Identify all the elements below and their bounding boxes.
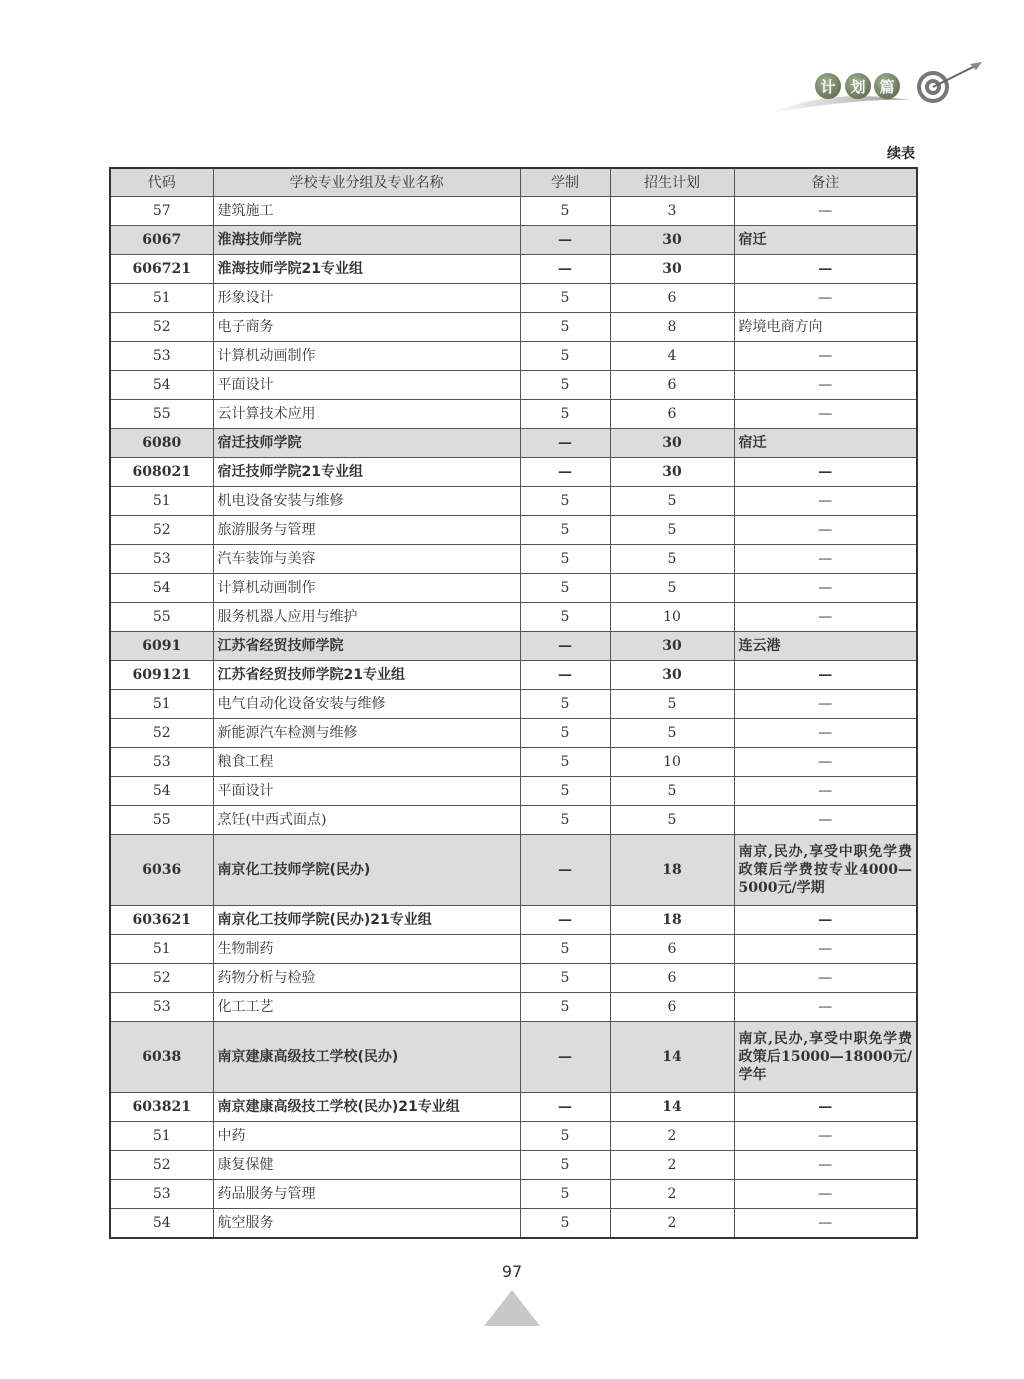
- row-years: 5: [520, 574, 610, 603]
- table-row: [110, 964, 917, 993]
- row-years: 5: [520, 516, 610, 545]
- row-name: 平面设计: [213, 371, 520, 400]
- row-code: 54: [110, 1209, 213, 1239]
- row-years: —: [520, 906, 610, 935]
- row-name: 云计算技术应用: [213, 400, 520, 429]
- row-code: 6091: [110, 632, 213, 661]
- row-note: —: [734, 545, 917, 574]
- row-note: 宿迁: [734, 226, 917, 255]
- group-row: [110, 255, 917, 284]
- row-name: 南京化工技师学院(民办)21专业组: [213, 906, 520, 935]
- row-code: 603621: [110, 906, 213, 935]
- table-row: [110, 342, 917, 371]
- target-dart-icon: [770, 58, 985, 118]
- row-plan: 30: [610, 632, 734, 661]
- row-note: —: [734, 748, 917, 777]
- row-name: 淮海技师学院21专业组: [213, 255, 520, 284]
- row-years: 5: [520, 1151, 610, 1180]
- group-row: [110, 661, 917, 690]
- row-plan: 14: [610, 1093, 734, 1122]
- row-code: 55: [110, 806, 213, 835]
- table-body: [110, 197, 917, 1239]
- row-name: 淮海技师学院: [213, 226, 520, 255]
- row-name: 江苏省经贸技师学院: [213, 632, 520, 661]
- row-plan: 30: [610, 255, 734, 284]
- group-row: [110, 458, 917, 487]
- chapter-badge: [770, 58, 985, 118]
- row-name: 计算机动画制作: [213, 342, 520, 371]
- row-years: 5: [520, 400, 610, 429]
- row-plan: 6: [610, 400, 734, 429]
- row-note: —: [734, 777, 917, 806]
- row-name: 南京建康高级技工学校(民办)21专业组: [213, 1093, 520, 1122]
- row-plan: 6: [610, 284, 734, 313]
- row-code: 52: [110, 516, 213, 545]
- row-name: 新能源汽车检测与维修: [213, 719, 520, 748]
- row-plan: 18: [610, 835, 734, 906]
- row-name: 江苏省经贸技师学院21专业组: [213, 661, 520, 690]
- row-plan: 4: [610, 342, 734, 371]
- school-row: [110, 835, 917, 906]
- row-years: —: [520, 835, 610, 906]
- table-row: [110, 313, 917, 342]
- row-years: 5: [520, 964, 610, 993]
- row-note: —: [734, 574, 917, 603]
- row-plan: 6: [610, 993, 734, 1022]
- row-plan: 2: [610, 1122, 734, 1151]
- row-note: —: [734, 197, 917, 226]
- row-plan: 10: [610, 748, 734, 777]
- row-note: 南京,民办,享受中职免学费政策后15000—18000元/学年: [734, 1022, 917, 1093]
- group-row: [110, 906, 917, 935]
- row-note: —: [734, 1093, 917, 1122]
- row-plan: 5: [610, 516, 734, 545]
- page-number: 97: [501, 1262, 523, 1281]
- table-row: [110, 1122, 917, 1151]
- row-note: —: [734, 690, 917, 719]
- row-years: 5: [520, 342, 610, 371]
- table-row: [110, 748, 917, 777]
- row-plan: 10: [610, 603, 734, 632]
- row-name: 宿迁技师学院21专业组: [213, 458, 520, 487]
- row-name: 形象设计: [213, 284, 520, 313]
- row-note: —: [734, 342, 917, 371]
- row-note: —: [734, 906, 917, 935]
- row-code: 54: [110, 371, 213, 400]
- row-years: —: [520, 255, 610, 284]
- row-years: 5: [520, 993, 610, 1022]
- row-code: 53: [110, 342, 213, 371]
- row-plan: 6: [610, 935, 734, 964]
- row-years: 5: [520, 748, 610, 777]
- row-years: —: [520, 1093, 610, 1122]
- table-row: [110, 516, 917, 545]
- table-row: [110, 719, 917, 748]
- row-note: —: [734, 400, 917, 429]
- row-name: 宿迁技师学院: [213, 429, 520, 458]
- row-note: —: [734, 993, 917, 1022]
- table-row: [110, 400, 917, 429]
- badge-char-1: 计: [820, 78, 836, 96]
- row-name: 平面设计: [213, 777, 520, 806]
- row-years: 5: [520, 284, 610, 313]
- row-plan: 30: [610, 429, 734, 458]
- table-row: [110, 487, 917, 516]
- row-code: 52: [110, 1151, 213, 1180]
- table-row: [110, 1151, 917, 1180]
- row-code: 53: [110, 993, 213, 1022]
- school-row: [110, 632, 917, 661]
- row-plan: 30: [610, 226, 734, 255]
- row-name: 烹饪(中西式面点): [213, 806, 520, 835]
- row-plan: 30: [610, 661, 734, 690]
- row-code: 51: [110, 284, 213, 313]
- row-name: 机电设备安装与维修: [213, 487, 520, 516]
- page-triangle-icon: [482, 1288, 542, 1328]
- row-note: —: [734, 284, 917, 313]
- row-name: 电气自动化设备安装与维修: [213, 690, 520, 719]
- row-name: 南京化工技师学院(民办): [213, 835, 520, 906]
- col-header-code: 代码: [110, 168, 213, 197]
- col-header-plan: 招生计划: [610, 168, 734, 197]
- row-name: 汽车装饰与美容: [213, 545, 520, 574]
- table-row: [110, 574, 917, 603]
- table-row: [110, 197, 917, 226]
- row-code: 51: [110, 690, 213, 719]
- row-plan: 2: [610, 1209, 734, 1239]
- row-name: 建筑施工: [213, 197, 520, 226]
- row-years: —: [520, 458, 610, 487]
- row-note: 跨境电商方向: [734, 313, 917, 342]
- row-plan: 3: [610, 197, 734, 226]
- row-name: 中药: [213, 1122, 520, 1151]
- row-code: 53: [110, 748, 213, 777]
- group-row: [110, 1093, 917, 1122]
- row-note: —: [734, 935, 917, 964]
- table-row: [110, 603, 917, 632]
- row-note: —: [734, 661, 917, 690]
- row-name: 航空服务: [213, 1209, 520, 1239]
- row-years: 5: [520, 690, 610, 719]
- table-row: [110, 690, 917, 719]
- row-note: —: [734, 1180, 917, 1209]
- row-years: 5: [520, 806, 610, 835]
- row-code: 51: [110, 1122, 213, 1151]
- row-plan: 2: [610, 1180, 734, 1209]
- row-plan: 5: [610, 487, 734, 516]
- enrollment-table: [109, 167, 918, 1239]
- table-row: [110, 284, 917, 313]
- col-header-note: 备注: [734, 168, 917, 197]
- row-code: 608021: [110, 458, 213, 487]
- row-note: —: [734, 487, 917, 516]
- table-row: [110, 1209, 917, 1239]
- row-code: 52: [110, 313, 213, 342]
- row-plan: 5: [610, 777, 734, 806]
- row-years: 5: [520, 371, 610, 400]
- table-row: [110, 545, 917, 574]
- row-years: 5: [520, 313, 610, 342]
- row-years: 5: [520, 545, 610, 574]
- row-name: 粮食工程: [213, 748, 520, 777]
- row-plan: 18: [610, 906, 734, 935]
- row-plan: 2: [610, 1151, 734, 1180]
- row-plan: 8: [610, 313, 734, 342]
- row-years: 5: [520, 197, 610, 226]
- row-note: 连云港: [734, 632, 917, 661]
- school-row: [110, 226, 917, 255]
- row-name: 生物制药: [213, 935, 520, 964]
- row-plan: 14: [610, 1022, 734, 1093]
- row-note: 南京,民办,享受中职免学费政策后学费按专业4000—5000元/学期: [734, 835, 917, 906]
- row-years: —: [520, 429, 610, 458]
- row-plan: 5: [610, 719, 734, 748]
- row-code: 6067: [110, 226, 213, 255]
- table-row: [110, 806, 917, 835]
- continued-label: 续表: [887, 146, 915, 162]
- row-years: 5: [520, 1180, 610, 1209]
- row-code: 54: [110, 777, 213, 806]
- row-plan: 6: [610, 371, 734, 400]
- row-plan: 5: [610, 690, 734, 719]
- row-years: —: [520, 1022, 610, 1093]
- row-code: 603821: [110, 1093, 213, 1122]
- row-code: 51: [110, 487, 213, 516]
- row-code: 54: [110, 574, 213, 603]
- row-name: 电子商务: [213, 313, 520, 342]
- table-row: [110, 371, 917, 400]
- row-plan: 5: [610, 574, 734, 603]
- row-code: 606721: [110, 255, 213, 284]
- table-row: [110, 993, 917, 1022]
- row-years: —: [520, 226, 610, 255]
- row-code: 52: [110, 964, 213, 993]
- row-plan: 6: [610, 964, 734, 993]
- row-years: 5: [520, 1209, 610, 1239]
- row-name: 服务机器人应用与维护: [213, 603, 520, 632]
- row-note: —: [734, 806, 917, 835]
- row-code: 6036: [110, 835, 213, 906]
- row-code: 51: [110, 935, 213, 964]
- row-plan: 30: [610, 458, 734, 487]
- row-code: 57: [110, 197, 213, 226]
- row-code: 6038: [110, 1022, 213, 1093]
- table-row: [110, 935, 917, 964]
- row-note: —: [734, 458, 917, 487]
- row-name: 计算机动画制作: [213, 574, 520, 603]
- row-plan: 5: [610, 545, 734, 574]
- row-years: —: [520, 661, 610, 690]
- row-code: 6080: [110, 429, 213, 458]
- row-note: —: [734, 371, 917, 400]
- table-row: [110, 777, 917, 806]
- row-name: 南京建康高级技工学校(民办): [213, 1022, 520, 1093]
- row-name: 化工工艺: [213, 993, 520, 1022]
- row-name: 旅游服务与管理: [213, 516, 520, 545]
- col-header-name: 学校专业分组及专业名称: [213, 168, 520, 197]
- row-note: —: [734, 603, 917, 632]
- row-years: 5: [520, 1122, 610, 1151]
- row-note: —: [734, 255, 917, 284]
- row-years: 5: [520, 935, 610, 964]
- row-note: —: [734, 964, 917, 993]
- row-years: 5: [520, 603, 610, 632]
- row-code: 55: [110, 400, 213, 429]
- table-header-row: [110, 168, 917, 197]
- row-note: —: [734, 1151, 917, 1180]
- row-note: —: [734, 1122, 917, 1151]
- col-header-years: 学制: [520, 168, 610, 197]
- row-code: 55: [110, 603, 213, 632]
- row-note: —: [734, 719, 917, 748]
- badge-char-2: 划: [850, 78, 866, 96]
- row-years: 5: [520, 777, 610, 806]
- row-note: —: [734, 1209, 917, 1239]
- school-row: [110, 1022, 917, 1093]
- row-note: 宿迁: [734, 429, 917, 458]
- row-code: 52: [110, 719, 213, 748]
- row-years: 5: [520, 719, 610, 748]
- row-plan: 5: [610, 806, 734, 835]
- row-years: —: [520, 632, 610, 661]
- row-note: —: [734, 516, 917, 545]
- table-row: [110, 1180, 917, 1209]
- row-code: 53: [110, 1180, 213, 1209]
- row-years: 5: [520, 487, 610, 516]
- badge-char-3: 篇: [879, 78, 895, 96]
- row-name: 药品服务与管理: [213, 1180, 520, 1209]
- row-name: 药物分析与检验: [213, 964, 520, 993]
- row-code: 53: [110, 545, 213, 574]
- school-row: [110, 429, 917, 458]
- row-name: 康复保健: [213, 1151, 520, 1180]
- row-code: 609121: [110, 661, 213, 690]
